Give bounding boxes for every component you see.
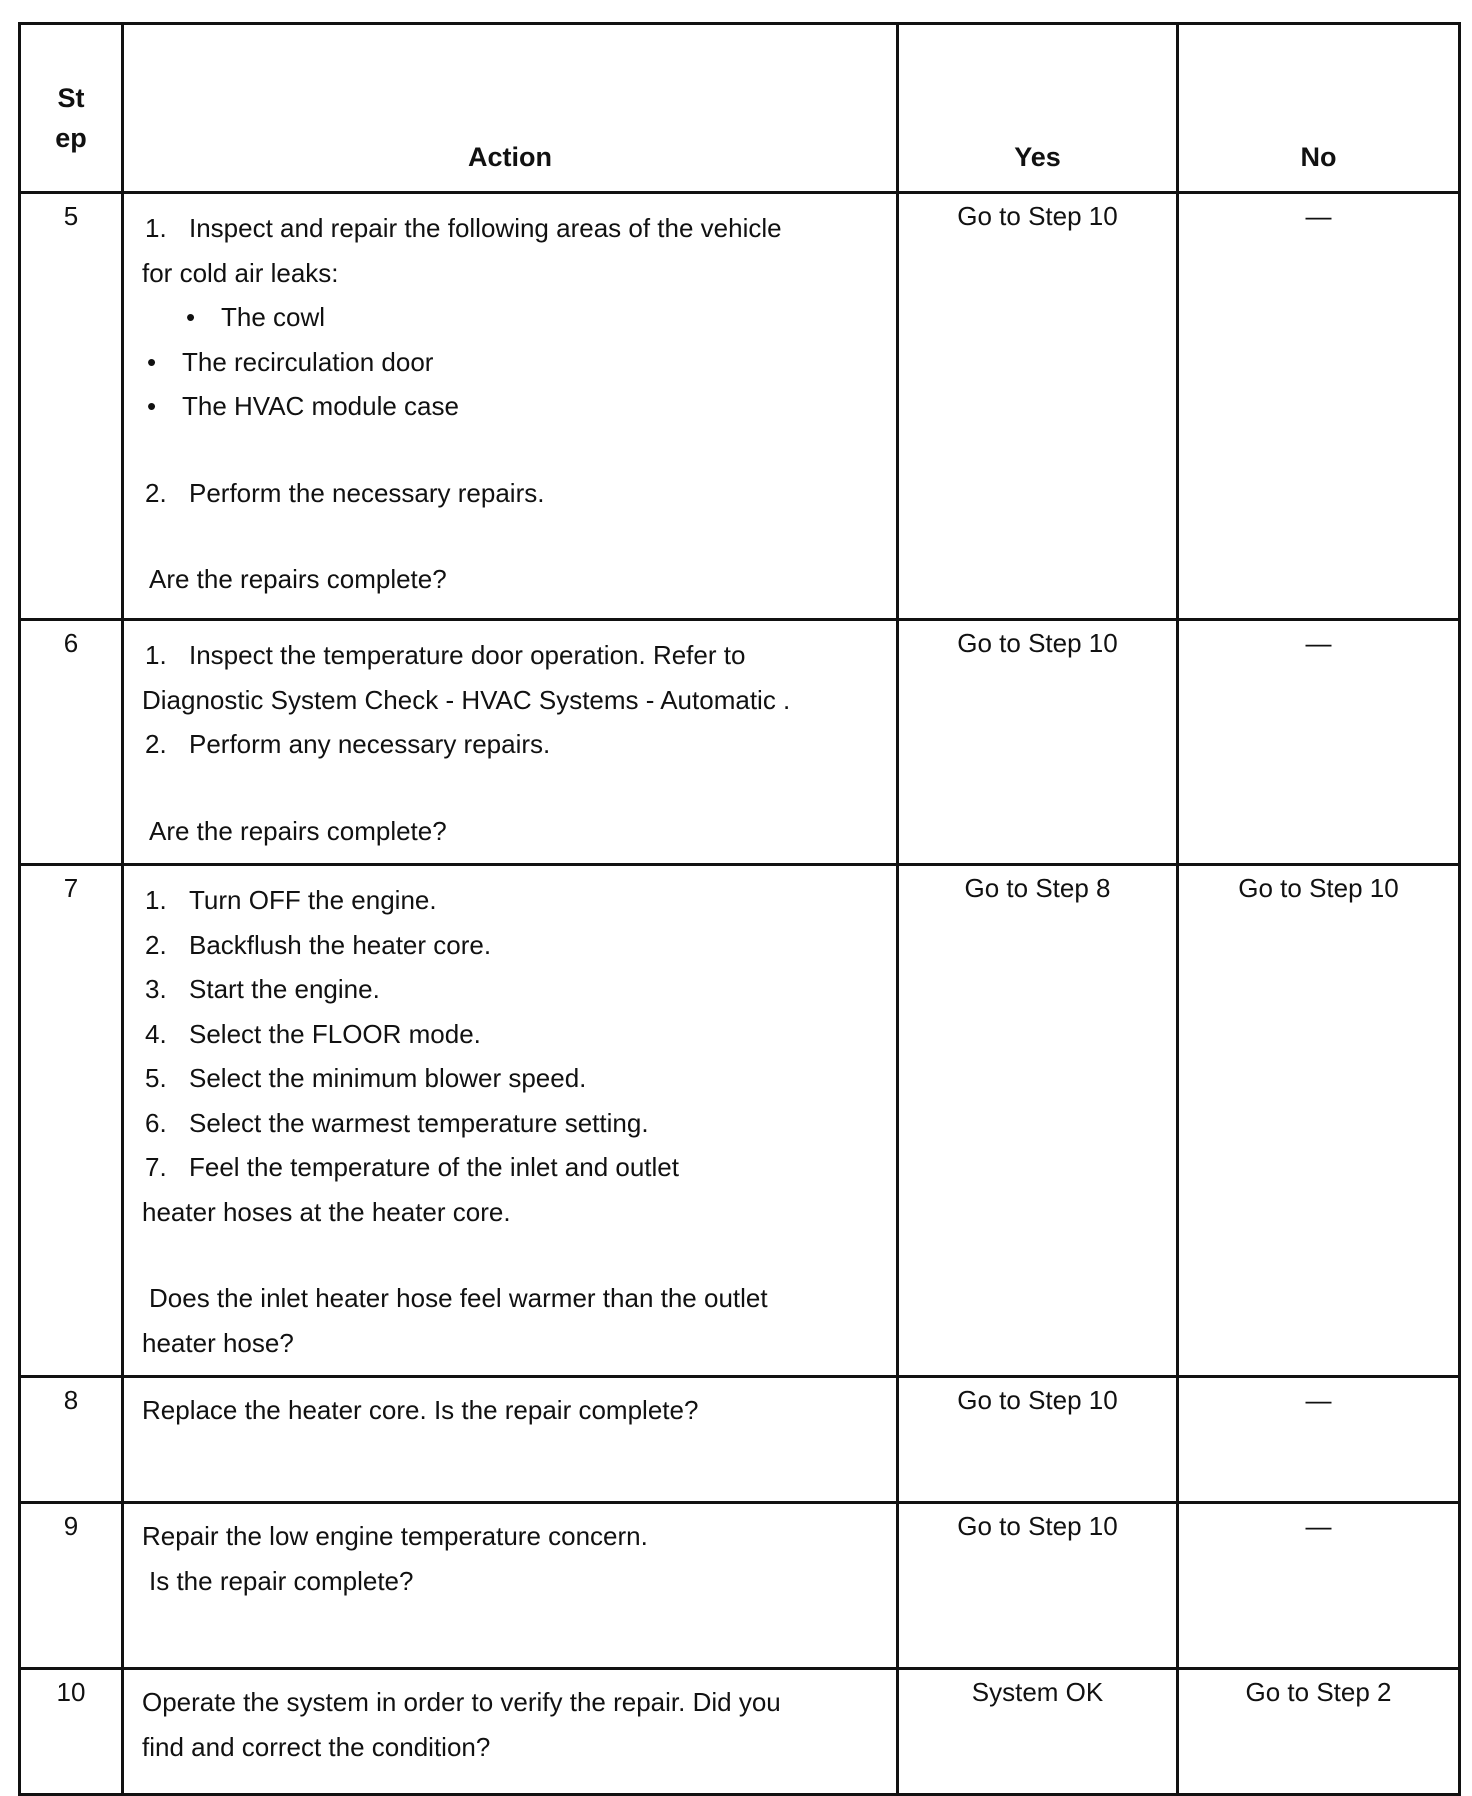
list-number: 6.: [145, 1107, 167, 1138]
action-cell: [123, 193, 898, 620]
action-line: [142, 1056, 878, 1101]
list-number: 7.: [145, 1152, 167, 1182]
list-number: 2.: [145, 729, 167, 759]
list-number: 2.: [145, 929, 167, 960]
action-line: [142, 1145, 878, 1190]
bullet: •: [147, 346, 157, 377]
diagnostic-steps-table: [18, 22, 1461, 1796]
yes-cell: System OK: [898, 1669, 1178, 1795]
action-line: [142, 923, 878, 968]
step-number: 5: [20, 193, 123, 620]
step-number: 9: [20, 1503, 123, 1669]
action-text: The HVAC module case: [182, 391, 459, 421]
action-text: Select the warmest temperature setting.: [189, 1107, 649, 1138]
action-line: find and correct the condition?: [142, 1731, 491, 1762]
yes-cell: Go to Step 10: [898, 620, 1178, 865]
action-line: [142, 1012, 878, 1057]
no-cell: —: [1178, 1377, 1460, 1503]
action-line: Operate the system in order to verify the repair. Did you: [142, 1687, 781, 1717]
action-line: [142, 340, 878, 385]
table-row: [20, 1377, 1460, 1503]
yes-cell: Go to Step 10: [898, 193, 1178, 620]
action-line: for cold air leaks:: [142, 257, 339, 288]
step-number: 7: [20, 865, 123, 1377]
action-cell: [123, 1377, 898, 1503]
bullet: •: [147, 391, 157, 421]
step-number: 6: [20, 620, 123, 865]
action-line: [142, 295, 878, 340]
action-line: [142, 633, 878, 678]
action-question: Are the repairs complete?: [149, 564, 447, 594]
action-question: Is the repair complete?: [149, 1565, 414, 1596]
list-number: 1.: [145, 213, 167, 243]
action-text: Turn OFF the engine.: [189, 885, 437, 915]
header-step: [20, 24, 123, 193]
no-cell: Go to Step 2: [1178, 1669, 1460, 1795]
action-cell: [123, 1503, 898, 1669]
no-cell: —: [1178, 193, 1460, 620]
action-line: [142, 878, 878, 923]
action-line: [142, 1101, 878, 1146]
action-question: Does the inlet heater hose feel warmer than the outlet: [149, 1283, 768, 1313]
action-text: Inspect the temperature door operation. Refer to: [189, 640, 746, 670]
action-line: Replace the heater core. Is the repair complete?: [142, 1395, 699, 1425]
action-text: Perform the necessary repairs.: [189, 477, 545, 508]
action-text: The cowl: [221, 302, 326, 332]
action-cell: [123, 620, 898, 865]
list-number: 1.: [145, 640, 167, 670]
action-line: [142, 967, 878, 1012]
action-line: [142, 384, 878, 429]
action-line: [142, 722, 878, 767]
no-cell: —: [1178, 620, 1460, 865]
action-text: Select the minimum blower speed.: [189, 1063, 587, 1093]
no-cell: Go to Step 10: [1178, 865, 1460, 1377]
list-number: 1.: [145, 885, 167, 915]
action-line: Diagnostic System Check - HVAC Systems - Automatic .: [142, 684, 791, 715]
bullet: •: [186, 302, 196, 332]
action-question: Are the repairs complete?: [149, 815, 447, 846]
table-row: [20, 193, 1460, 620]
action-text: Start the engine.: [189, 974, 380, 1004]
list-number: 5.: [145, 1063, 167, 1093]
header-step-line1: St: [57, 83, 85, 113]
action-cell: [123, 865, 898, 1377]
list-number: 3.: [145, 974, 167, 1004]
action-text: Inspect and repair the following areas of the vehicle: [189, 213, 782, 243]
header-yes: Yes: [898, 24, 1178, 193]
table-row: [20, 865, 1460, 1377]
header-no: No: [1178, 24, 1460, 193]
action-cell: [123, 1669, 898, 1795]
table-row: [20, 620, 1460, 865]
step-number: 10: [20, 1669, 123, 1795]
action-text: Backflush the heater core.: [189, 929, 492, 960]
no-cell: —: [1178, 1503, 1460, 1669]
action-text: Select the FLOOR mode.: [189, 1018, 481, 1049]
action-line: [142, 471, 878, 516]
action-text: The recirculation door: [182, 346, 434, 377]
header-action: Action: [123, 24, 898, 193]
header-row: [20, 24, 1460, 193]
action-line: Repair the low engine temperature concern.: [142, 1521, 648, 1551]
action-question: heater hose?: [142, 1327, 294, 1358]
list-number: 2.: [145, 477, 167, 508]
action-line: [142, 206, 878, 251]
table-row: [20, 1503, 1460, 1669]
action-text: Perform any necessary repairs.: [189, 729, 551, 759]
yes-cell: Go to Step 10: [898, 1377, 1178, 1503]
list-number: 4.: [145, 1018, 167, 1049]
table-row: [20, 1669, 1460, 1795]
header-step-line2: ep: [55, 123, 87, 153]
step-number: 8: [20, 1377, 123, 1503]
yes-cell: Go to Step 8: [898, 865, 1178, 1377]
yes-cell: Go to Step 10: [898, 1503, 1178, 1669]
action-text: Feel the temperature of the inlet and outlet: [189, 1152, 679, 1182]
action-line: heater hoses at the heater core.: [142, 1196, 511, 1227]
